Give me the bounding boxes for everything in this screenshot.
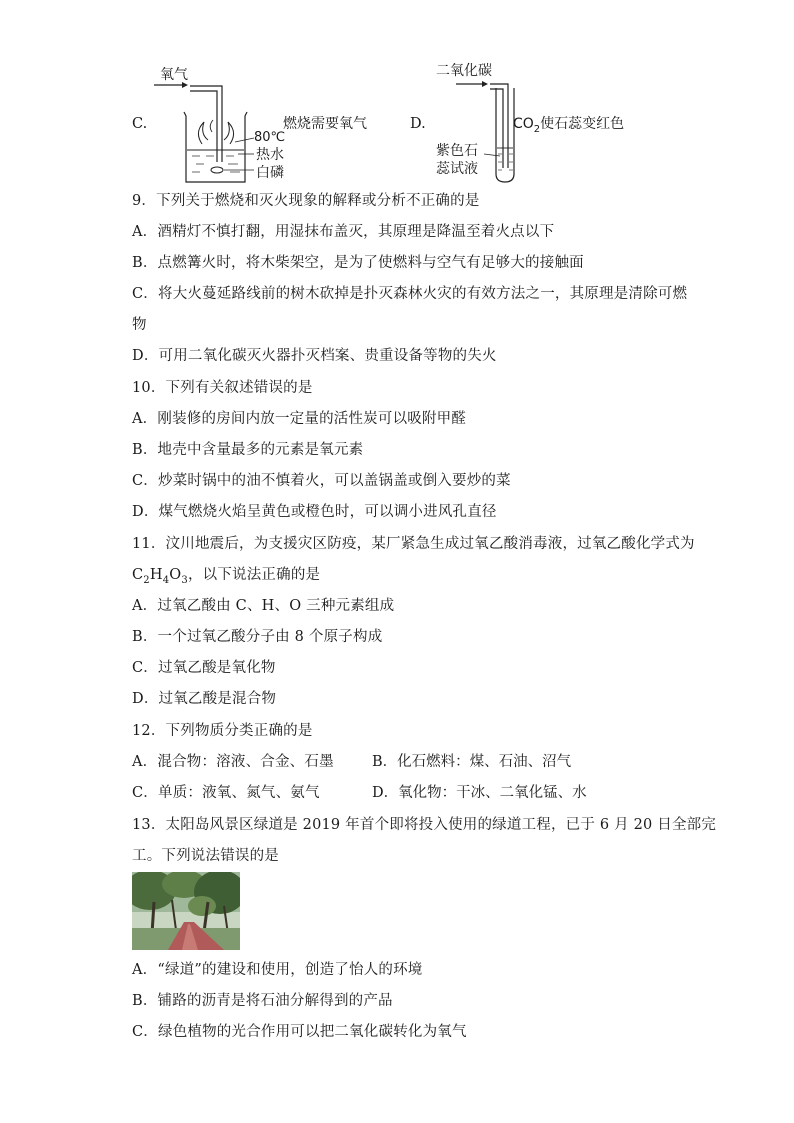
q13-option-a: A．“绿道”的建设和使用，创造了怡人的环境 (132, 962, 423, 978)
q11-option-a: A．过氧乙酸由 C、H、O 三种元素组成 (132, 598, 395, 614)
q11-stem-line1: 11．汶川地震后，为支援灾区防疫，某厂紧急生成过氧乙酸消毒液，过氧乙酸化学式为 (132, 536, 695, 552)
q9-option-c-line2: 物 (132, 317, 147, 333)
q12-option-c: C．单质：液氧、氮气、氨气 (132, 785, 320, 801)
figure-c-phosphorus-label: 白磷 (256, 165, 284, 181)
q11-option-d: D．过氧乙酸是混合物 (132, 691, 277, 707)
q12-option-d: D．氧化物：干冰、二氧化锰、水 (372, 785, 587, 801)
figure-d-liquid-label-2: 蕊试液 (436, 161, 478, 177)
q13-stem-line2: 工。下列说法错误的是 (132, 848, 279, 864)
q13-stem-line1: 13．太阳岛风景区绿道是 2019 年首个即将投入使用的绿道工程，已于 6 月 20 日全部完 (132, 817, 717, 833)
greenway-photo (132, 872, 240, 950)
figure-c-water-label: 热水 (256, 147, 284, 163)
figure-d-gas-label: 二氧化碳 (436, 63, 492, 79)
q9-option-d: D．可用二氧化碳灭火器扑灭档案、贵重设备等物的失火 (132, 348, 497, 364)
q11-stem-rest: ，以下说法正确的是 (187, 567, 321, 583)
q10-option-a: A．刚装修的房间内放一定量的活性炭可以吸附甲醛 (132, 411, 467, 427)
figure-d-statement (513, 115, 624, 139)
q10-option-c: C．炒菜时锅中的油不慎着火，可以盖锅盖或倒入要炒的菜 (132, 473, 511, 489)
formula-o-sub: 3 (181, 574, 188, 586)
formula-o: O (169, 567, 182, 583)
q12-stem: 12．下列物质分类正确的是 (132, 723, 313, 739)
formula-c-sub: 2 (143, 574, 150, 586)
q11-option-c: C．过氧乙酸是氧化物 (132, 660, 276, 676)
co2-formula: CO (513, 116, 534, 132)
figure-c-gas-label: 氧气 (160, 67, 188, 83)
q10-option-d: D．煤气燃烧火焰呈黄色或橙色时，可以调小进风孔直径 (132, 504, 497, 520)
figure-d-liquid-label-1: 紫色石 (436, 143, 478, 159)
figure-c-letter: C. (132, 116, 148, 132)
q12-option-a: A．混合物：溶液、合金、石墨 (132, 754, 334, 770)
figure-d-letter: D. (410, 116, 426, 132)
q13-option-c: C．绿色植物的光合作用可以把二氧化碳转化为氧气 (132, 1024, 467, 1040)
q11-stem-line2 (132, 565, 320, 591)
co2-subscript: 2 (533, 123, 541, 135)
figure-c-temp-label: 80℃ (254, 130, 286, 145)
figure-c-apparatus (150, 82, 260, 186)
q11-option-b: B．一个过氧乙酸分子由 8 个原子构成 (132, 629, 383, 645)
formula-h: H (149, 567, 163, 583)
q9-stem: 9．下列关于燃烧和灭火现象的解释或分析不正确的是 (132, 193, 480, 209)
figure-d-statement-text: 使石蕊变红色 (540, 116, 625, 132)
q10-option-b: B．地壳中含量最多的元素是氧元素 (132, 442, 364, 458)
formula-h-sub: 4 (162, 574, 170, 586)
q10-stem: 10．下列有关叙述错误的是 (132, 380, 313, 396)
figure-c-statement: 燃烧需要氧气 (283, 116, 367, 132)
q9-option-c-line1: C．将大火蔓延路线前的树木砍掉是扑灭森林火灾的有效方法之一，其原理是清除可燃 (132, 286, 688, 302)
q9-option-a: A．酒精灯不慎打翻，用湿抹布盖灭，其原理是降温至着火点以下 (132, 224, 555, 240)
formula-c: C (132, 567, 144, 583)
q13-option-b: B．铺路的沥青是将石油分解得到的产品 (132, 993, 393, 1009)
q9-option-b: B．点燃篝火时，将木柴架空，是为了使燃料与空气有足够大的接触面 (132, 255, 584, 271)
q12-option-b: B．化石燃料：煤、石油、沼气 (372, 754, 572, 770)
